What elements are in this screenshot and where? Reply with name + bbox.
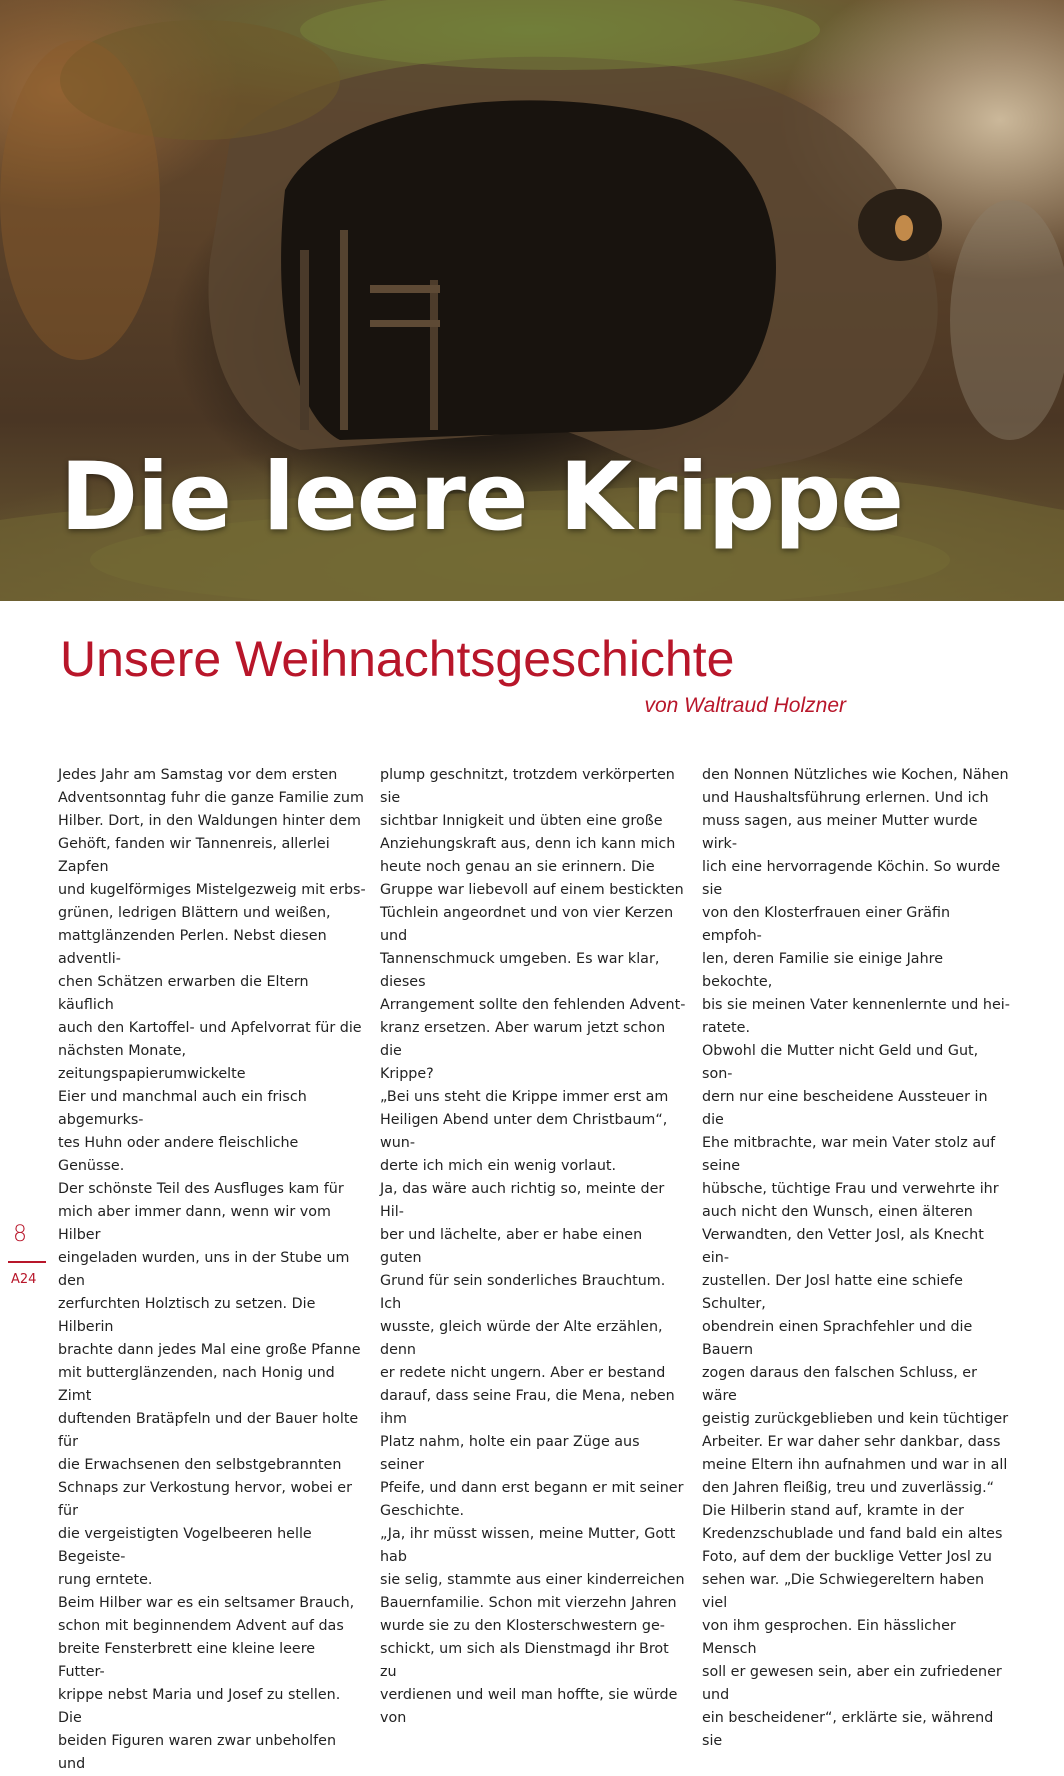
column-text: Jedes Jahr am Samstag vor dem ersten Adventsonntag fuhr die ganze Familie zum Hilber. Dort, in den Waldungen hinter dem Gehöft, fanden wir Tannenreis, allerlei Zapfen und kugelförmiges Mistelgezweig mit erbs- grünen, ledrigen Blättern und weißen, mattglänzenden Perlen. Nebst diesen adventli- chen Schätzen erwarben die Eltern käuflich auch den Kartoffel- und Apfelvorrat für die nächsten Monate, zeitungspapierumwickelte Eier und manchmal auch ein frisch abgemurks- tes Huhn oder andere fleischliche Genüsse. Der schönste Teil des Ausfluges kam für mich aber immer dann, wenn wir vom Hilber eingeladen wurden, uns in der Stube um den zerfurchten Holztisch zu setzen. Die Hilberin brachte dann jedes Mal eine große Pfanne mit butterglänzenden, nach Honig und Zimt duftenden Bratäpfeln und der Bauer holte für die Erwachsenen den selbstgebrannten Schnaps zur Verkostung hervor, wobei er für die vergeistigten Vogelbeeren helle Begeiste- rung erntete. Beim Hilber war es ein seltsamer Brauch, schon mit beginnendem Advent auf das breite Fensterbrett eine kleine leere Futter- krippe nebst Maria und Josef zu stellen. Die beiden Figuren waren zwar unbeholfen und <box>58 767 366 1772</box>
author-byline: von Waltraud Holzner <box>644 694 846 717</box>
text-column-3 <box>702 764 1010 1753</box>
text-column-2 <box>380 764 688 1730</box>
text-column-1 <box>58 764 366 1776</box>
column-text: plump geschnitzt, trotzdem verkörperten sie sichtbar Innigkeit und übten eine große Anziehungskraft aus, denn ich kann mich heute noch genau an sie erinnern. Die Gruppe war liebevoll auf einem bestickten Tüchlein angeordnet und von vier Kerzen und Tannenschmuck umgeben. Es war klar, dieses Arrangement sollte den fehlenden Advent- kranz ersetzen. Aber warum jetzt schon die Krippe? „Bei uns steht die Krippe immer erst am Heiligen Abend unter dem Christbaum“, wun- derte ich mich ein wenig vorlaut. Ja, das wäre auch richtig so, meinte der Hil- ber und lächelte, aber er habe einen guten Grund für sein sonderliches Brauchtum. Ich wusste, gleich würde der Alte erzählen, denn er redete nicht ungern. Aber er bestand darauf, dass seine Frau, die Mena, neben ihm Platz nahm, holte ein paar Züge aus seiner Pfeife, und dann erst begann er mit seiner Geschichte. „Ja, ihr müsst wissen, meine Mutter, Gott hab sie selig, stammte aus einer kinderreichen Bauernfamilie. Schon mit vierzehn Jahren wurde sie zu den Klosterschwestern ge- schickt, um sich als Dienstmagd ihr Brot zu verdienen und weil man hoffte, sie würde von <box>380 767 686 1726</box>
article-title: Die leere Krippe <box>60 443 904 552</box>
column-text: den Nonnen Nützliches wie Kochen, Nähen und Haushaltsführung erlernen. Und ich muss sagen, aus meiner Mutter wurde wirk- lich eine hervorragende Köchin. So wurde sie von den Klosterfrauen einer Gräfin empfoh- len, deren Familie sie einige Jahre bekochte, bis sie meinen Vater kennenlernte und hei- ratete. Obwohl die Mutter nicht Geld und Gut, son- dern nur eine bescheidene Aussteuer in die Ehe mitbrachte, war mein Vater stolz auf seine hübsche, tüchtige Frau und verwehrte ihr auch nicht den Wunsch, einen älteren Verwandten, den Vetter Josl, als Knecht ein- zustellen. Der Josl hatte eine schiefe Schulter, obendrein einen Sprachfehler und die Bauern zogen daraus den falschen Schluss, er wäre geistig zurückgeblieben und kein tüchtiger Arbeiter. Er war daher sehr dankbar, dass meine Eltern ihn aufnahmen und war in all den Jahren fleißig, treu und zuverlässig.“ Die Hilberin stand auf, kramte in der Kredenzschublade und fand bald ein altes Foto, auf dem der bucklige Vetter Josl zu sehen war. „Die Schwiegereltern haben viel von ihm gesprochen. Ein hässlicher Mensch soll er gewesen sein, aber ein zufriedener und ein bescheidener“, erklärte sie, während sie <box>702 767 1010 1749</box>
page-number-divider <box>8 1261 46 1263</box>
hero-image <box>0 0 1064 601</box>
page-number: 8 <box>13 1222 27 1247</box>
edition-label: A24 <box>11 1272 37 1287</box>
article-subtitle: Unsere Weihnachtsgeschichte <box>60 631 735 687</box>
